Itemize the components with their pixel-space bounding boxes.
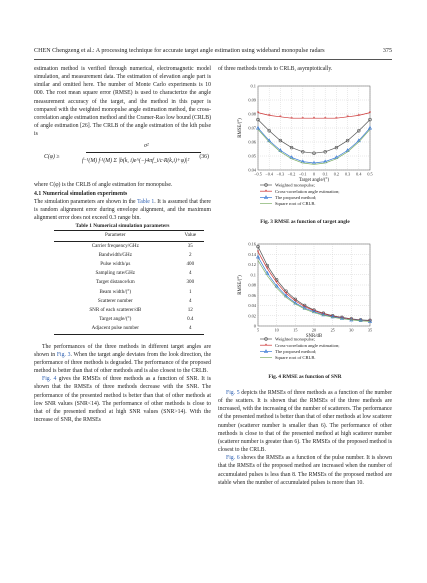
y-tick-label: 0.02 <box>248 313 256 319</box>
y-tick-label: 0.08 <box>248 111 256 117</box>
series-1 <box>257 111 372 122</box>
table-caption: Table 1 Numerical simulation parameters <box>75 223 170 230</box>
data-point: * <box>256 250 260 256</box>
table-row: Bandwidth/GHz 2 <box>98 251 192 258</box>
data-point: * <box>335 117 338 122</box>
table-row: Beam width/(°) 1 <box>99 288 192 295</box>
equation-number: (36) <box>199 154 209 161</box>
y-tick-label: 0.06 <box>248 292 256 298</box>
equation-numerator: σ² <box>144 143 149 150</box>
y-axis-label: RMSE/(°) <box>238 118 243 138</box>
data-point: * <box>279 115 282 121</box>
equation-lhs: C(φ) ≥ <box>44 154 60 161</box>
fig-5-link[interactable]: Fig. 5 <box>226 390 240 396</box>
paragraph-asymptotic: of three methods trends to CRLB, asymptotically. <box>218 66 333 72</box>
x-tick-label: 25 <box>330 327 335 333</box>
data-point: * <box>368 111 372 117</box>
data-point: * <box>266 267 269 273</box>
y-tick-label: 0.12 <box>248 262 256 268</box>
x-tick-label: 0 <box>312 171 316 177</box>
data-point: * <box>346 115 349 121</box>
table-row: Adjacent pulse number 4 <box>54 324 204 334</box>
table-1-link[interactable]: Table 1 <box>137 198 155 205</box>
table-row: Carrier frequency/GHz 35 <box>91 242 193 249</box>
figure-4-caption: Fig. 4 RMSE as function of SNR <box>268 374 342 380</box>
y-tick-label: 0.09 <box>248 97 256 103</box>
data-point: * <box>323 117 327 122</box>
column-header-value: Value <box>184 232 197 239</box>
x-tick-label: 0.3 <box>344 171 351 177</box>
paragraph-fig6-discussion: Fig. 6 shows the RMSEs as a function of the pulse number. It is shown that the RMSEs of the proposed method are increased when the number of accumulated pulses is less than 8. The RMSEs of the proposed method are stable when the number of accumulated pulses is more than 10. <box>218 455 392 486</box>
y-tick-label: 0.16 <box>248 241 256 247</box>
data-point: * <box>256 111 260 117</box>
x-tick-label: −0.2 <box>287 171 296 177</box>
data-point: * <box>357 114 361 120</box>
x-tick-label: −0.5 <box>254 171 262 177</box>
x-tick-label: 15 <box>293 327 298 333</box>
table-row: Sampling rate/GHz 4 <box>95 270 192 277</box>
y-tick-label: 0.14 <box>248 251 256 257</box>
x-tick-label: 0.5 <box>367 171 373 177</box>
section-heading: 4.1 Numerical simulation experiments <box>34 190 128 197</box>
legend-entry: The proposed method; <box>275 349 317 354</box>
data-point: * <box>290 117 293 122</box>
legend-entry: Weighted monopulse; <box>275 336 316 342</box>
table-row: Target distance/km 300 <box>95 279 195 286</box>
data-point: * <box>312 309 316 315</box>
data-point: * <box>284 292 288 297</box>
x-tick-label: 20 <box>311 327 317 333</box>
column-header-parameter: Parameter <box>104 232 126 239</box>
x-tick-label: 5 <box>256 327 260 333</box>
y-tick-label: 0 <box>253 323 256 329</box>
fraction-bar <box>86 152 201 153</box>
equation-36 <box>34 140 211 180</box>
table-row: Target angle/(°) 0.4 <box>99 316 194 323</box>
paragraph-fig4-discussion: Fig. 4 gives the RMSEs of three methods as a function of SNR. It is shown that the RMSEs of three methods decrease with the SNR. The performance of the presented method is better than that of other methods at low SNR values (SNR<14). The performance of other methods is close to that of the presented method at high SNR values (SNR>14). With the increase of SNR, the RMSEs <box>34 376 212 423</box>
right-column-top-text <box>218 65 392 73</box>
x-tick-label: 35 <box>367 327 373 333</box>
table-row: SNR of each scatterer/dB 12 <box>89 306 193 313</box>
data-point: * <box>267 114 271 120</box>
equation-denominator: f⁻¹(M) f·¹(M) Σ |b(k, i)e^(−j4πf_i/c·R(k,i)+φ)|² <box>82 158 190 165</box>
header-rule <box>34 59 392 60</box>
x-tick-label: 30 <box>349 327 354 333</box>
x-tick-label: 0.2 <box>333 171 340 177</box>
y-tick-label: 0.1 <box>250 83 256 89</box>
legend-marker: * <box>264 344 268 349</box>
running-header <box>34 48 392 58</box>
y-tick-label: 0.1 <box>250 272 256 278</box>
y-axis-label: RMSE/(°) <box>238 275 243 295</box>
legend-entry: The proposed method; <box>275 195 317 200</box>
paragraph-crlb-note: where C(φ) is the CRLB of angle estimation for monopulse. <box>34 182 173 189</box>
legend-entry: Weighted monopulse; <box>275 182 316 188</box>
legend-entry: Cross-correlation angle estimation; <box>275 188 340 194</box>
y-tick-label: 0.07 <box>248 125 256 131</box>
y-tick-label: 0.08 <box>248 282 256 288</box>
paragraph-fig3-discussion: The performances of the three methods in different target angles are shown in Fig. 3. When the target angle deviates from the look direction, the performance of three methods is degraded. The performance of the proposed method is better than that of other methods and is also closest to the CRLB. <box>34 343 212 375</box>
series-line <box>258 128 370 163</box>
data-point: * <box>331 315 334 321</box>
page-number: 375 <box>382 48 392 54</box>
x-tick-label: 10 <box>274 327 279 333</box>
data-point: * <box>301 117 305 122</box>
paragraph-experiments-intro: estimation method is verified through numerical, electromagnetic model simulation, and measurement data. The estimation of elevation angle part is similar and omitted here. The number of Monte Carlo experiments is 10 000. The root mean square error (RMSE) is used to characterize the angle measurement accuracy of the target, and the method in this paper is compared with the weighted monopulse angle estimation method, the cross-correlation angle estimation method and the Cramer-Rao low bound (CRLB) of angle estimation [26]. The CRLB of the angle estimation of the kth pulse is <box>34 66 211 138</box>
left-column <box>34 65 211 424</box>
table-row: Pulse width/μs 400 <box>100 260 195 267</box>
y-tick-label: 0.04 <box>248 303 256 309</box>
data-point: * <box>350 318 353 324</box>
paragraph-fig5-discussion: Fig. 5 depicts the RMSEs of three methods as a function of the number of the scatters. It is shown that the RMSEs of the three methods are increased, with the increasing of the number of scatterers. The performance of the presented method is better than that of other methods at low scatterer number (scatterer number is smaller than 6). The performance of other methods is close to that of the presented method at high scatterer number (scatterer number is greater than 6). The RMSEs of the proposed method is closest to the CRLB. <box>218 390 393 454</box>
y-tick-label: 0.04 <box>248 167 256 173</box>
table-row: Scatterer number 4 <box>97 297 192 304</box>
legend-entry: Square root of CRLB. <box>275 201 316 207</box>
legend-entry: Square root of CRLB. <box>275 355 316 361</box>
table-header-row <box>54 231 204 241</box>
legend-marker: * <box>264 190 268 195</box>
x-tick-label: −0.3 <box>276 171 285 177</box>
data-point: * <box>303 305 306 311</box>
fig-6-link[interactable]: Fig. 6 <box>226 455 240 462</box>
x-tick-label: −0.4 <box>265 171 274 177</box>
fig-3-link[interactable]: Fig. 3 <box>56 351 71 358</box>
data-point: * <box>294 299 297 305</box>
data-point: * <box>312 117 316 122</box>
x-axis-label: SNR/dB <box>305 334 323 339</box>
y-tick-label: 0.05 <box>248 153 256 159</box>
figure-4-chart <box>218 240 392 372</box>
data-point: * <box>322 312 325 318</box>
fig-4-link[interactable]: Fig. 4 <box>42 376 57 383</box>
x-axis-label: Target angle/(°) <box>298 178 330 183</box>
x-tick-label: 0.4 <box>356 171 362 177</box>
figure-3-chart <box>218 80 392 218</box>
x-tick-label: −0.1 <box>298 171 307 177</box>
data-point: * <box>275 281 278 287</box>
data-point: * <box>340 316 344 322</box>
legend-entry: Cross-correlation angle estimation; <box>275 342 340 348</box>
figure-3-caption: Fig. 3 RMSE as function of target angle <box>260 219 350 225</box>
x-tick-label: 0.1 <box>322 171 328 177</box>
data-point: * <box>368 319 372 325</box>
data-point: * <box>359 319 362 325</box>
series-1 <box>257 250 372 324</box>
parameters-table <box>54 230 204 334</box>
paragraph-simulation-params: The simulation parameters are shown in the Table 1. It is assumed that there is random alignment error during envelope alignment, and the maximum alignment error does not exceed 0.3 range bin. <box>34 198 211 222</box>
y-tick-label: 0.06 <box>248 139 256 145</box>
running-title: CHEN Chengzeng et al.: A processing technique for accurate target angle estimation using wideband monopulse radars <box>34 48 325 54</box>
right-column-bottom-text <box>218 389 392 487</box>
